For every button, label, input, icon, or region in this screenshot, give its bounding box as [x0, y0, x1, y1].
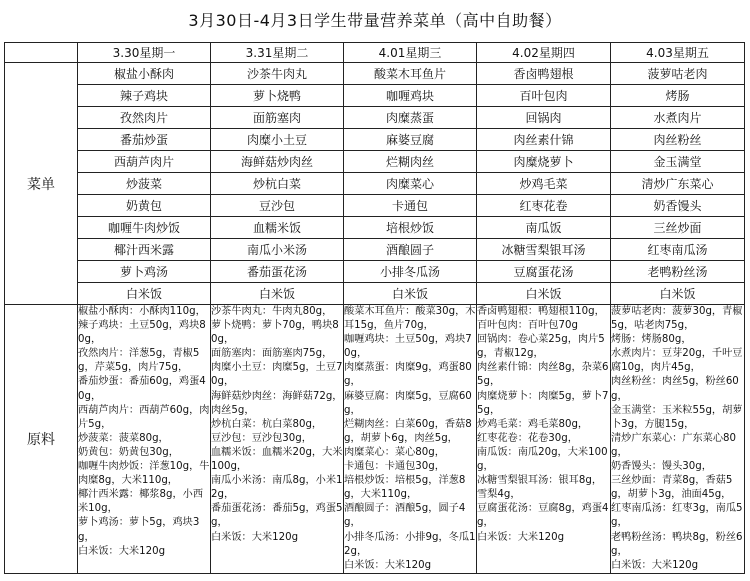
dish-cell: 肉丝粉丝 — [611, 129, 745, 151]
dish-cell: 三丝炒面 — [611, 217, 745, 239]
dish-cell: 红枣花卷 — [477, 195, 611, 217]
dish-row — [5, 195, 745, 217]
dish-cell: 沙茶牛肉丸 — [211, 63, 344, 85]
dish-cell: 椰汁西米露 — [78, 239, 211, 261]
dish-cell: 冰糖雪梨银耳汤 — [477, 239, 611, 261]
ingredient-line: 咖喱鸡块：土豆50g，鸡块70g， — [344, 334, 472, 360]
ingredient-line: 肉糜蒸蛋：肉糜9g，鸡蛋80g， — [344, 362, 472, 388]
dish-cell: 菠萝咕老肉 — [611, 63, 745, 85]
dish-row — [5, 239, 745, 261]
ingredient-line: 酒酿圆子：酒酿5g，圆子4g， — [344, 503, 466, 529]
ingredient-line: 辣子鸡块：土豆50g，鸡块80g， — [78, 320, 206, 346]
ingredient-line: 血糯米饭：血糯米20g，大米100g， — [211, 446, 343, 473]
dish-cell: 老鸭粉丝汤 — [611, 261, 745, 283]
ingredient-line: 肉丝素什锦：肉丝8g，杂菜65g， — [477, 362, 609, 388]
dish-row — [5, 283, 745, 305]
ingredient-line: 豆沙包：豆沙包30g， — [211, 432, 312, 444]
day-header: 4.03星期五 — [611, 43, 745, 63]
ingredient-line: 西葫芦肉片：西葫芦60g，肉片5g， — [78, 404, 210, 430]
dish-cell: 面筋塞肉 — [211, 107, 344, 129]
ingredient-line: 清炒广东菜心：广东菜心80g， — [611, 432, 737, 458]
dish-cell: 酒酿圆子 — [344, 239, 477, 261]
ingredient-line: 椰汁西米露：椰浆8g，小西米10g， — [78, 489, 204, 515]
ingredient-line: 白米饭：大米120g — [611, 559, 699, 571]
ingredient-line: 酸菜木耳鱼片：酸菜30g，木耳15g，鱼片70g， — [344, 306, 476, 332]
dish-cell: 清炒广东菜心 — [611, 173, 745, 195]
ingredient-line: 卡通包：卡通包30g， — [344, 461, 445, 473]
dish-cell: 白米饭 — [78, 283, 211, 305]
dish-cell: 卡通包 — [344, 195, 477, 217]
ingredient-line: 番茄炒蛋：番茄60g，鸡蛋40g， — [78, 376, 206, 402]
dish-cell: 血糯米饭 — [211, 217, 344, 239]
dish-cell: 肉糜小土豆 — [211, 129, 344, 151]
ingredient-line: 冰糖雪梨银耳汤：银耳8g，雪梨4g， — [477, 475, 603, 501]
ingredient-line: 百叶包肉：百叶包70g — [477, 320, 578, 332]
ingredient-line: 回锅肉：卷心菜25g，肉片5g，青椒12g， — [477, 334, 605, 360]
dish-cell: 炒杭白菜 — [211, 173, 344, 195]
dish-row — [5, 217, 745, 239]
dish-cell: 回锅肉 — [477, 107, 611, 129]
ingredient-line: 烂糊肉丝：白菜60g，香菇8g，胡萝卜6g，肉丝5g， — [344, 418, 472, 444]
dish-cell: 辣子鸡块 — [78, 85, 211, 107]
dish-cell: 肉丝素什锦 — [477, 129, 611, 151]
ingredient-line: 炒鸡毛菜：鸡毛菜80g， — [477, 418, 589, 430]
dish-cell: 培根炒饭 — [344, 217, 477, 239]
ingredient-line: 炒杭白菜：杭白菜80g， — [211, 418, 323, 430]
dish-cell: 百叶包肉 — [477, 85, 611, 107]
dish-cell: 豆沙包 — [211, 195, 344, 217]
dish-cell: 番茄炒蛋 — [78, 129, 211, 151]
dish-cell: 咖喱鸡块 — [344, 85, 477, 107]
ingredients-row — [5, 305, 745, 574]
ingredients-cell — [344, 305, 477, 574]
ingredient-line: 培根炒饭：培根5g，洋葱8g，大米110g， — [344, 475, 466, 501]
ingredient-line: 红枣花卷：花卷30g， — [477, 432, 578, 444]
ingredient-line: 奶香馒头：馒头30g， — [611, 461, 712, 473]
corner-cell — [5, 43, 78, 63]
day-header: 4.01星期三 — [344, 43, 477, 63]
ingredient-line: 白米饭：大米120g — [344, 559, 432, 571]
ingredient-line: 肉糜小土豆：肉糜5g，土豆70g， — [211, 362, 343, 388]
dish-cell: 肉糜菜心 — [344, 173, 477, 195]
dish-cell: 小排冬瓜汤 — [344, 261, 477, 283]
ingredient-line: 白米饭：大米120g — [477, 531, 565, 543]
dish-cell: 炒鸡毛菜 — [477, 173, 611, 195]
day-header: 3.31星期二 — [211, 43, 344, 63]
dish-cell: 烤肠 — [611, 85, 745, 107]
menu-table — [4, 42, 745, 574]
ingredients-cell — [78, 305, 211, 574]
ingredient-line: 咖喱牛肉炒饭：洋葱10g，牛肉糜8g，大米110g， — [78, 461, 210, 487]
ingredient-line: 白米饭：大米120g — [78, 545, 166, 557]
dish-cell: 白米饭 — [211, 283, 344, 305]
dish-row — [5, 63, 745, 85]
dish-cell: 奶香馒头 — [611, 195, 745, 217]
dish-row — [5, 173, 745, 195]
ingredient-line: 水煮肉片：豆芽20g，千叶豆腐10g，肉片45g， — [611, 348, 743, 374]
ingredient-line: 豆腐蛋花汤：豆腐8g，鸡蛋4g， — [477, 503, 609, 529]
dish-cell: 番茄蛋花汤 — [211, 261, 344, 283]
day-header: 4.02星期四 — [477, 43, 611, 63]
ingredient-line: 白米饭：大米120g — [211, 531, 299, 543]
dish-row — [5, 261, 745, 283]
ingredient-line: 萝卜烧鸭：萝卜70g，鸭块80g， — [211, 320, 339, 346]
ingredient-line: 菠萝咕老肉：菠萝30g，青椒5g，咕老肉75g， — [611, 306, 743, 332]
dish-cell: 孜然肉片 — [78, 107, 211, 129]
ingredient-line: 萝卜鸡汤：萝卜5g，鸡块3g， — [78, 517, 200, 543]
ingredient-line: 烤肠：烤肠80g， — [611, 334, 692, 346]
dish-cell: 红枣南瓜汤 — [611, 239, 745, 261]
dish-cell: 奶黄包 — [78, 195, 211, 217]
dish-cell: 白米饭 — [611, 283, 745, 305]
dish-cell: 麻婆豆腐 — [344, 129, 477, 151]
dish-cell: 金玉满堂 — [611, 151, 745, 173]
dish-row — [5, 107, 745, 129]
dish-cell: 南瓜饭 — [477, 217, 611, 239]
ingredient-line: 肉丝粉丝：肉丝5g，粉丝60g， — [611, 376, 739, 402]
page-title: 3月30日-4月3日学生带量营养菜单（高中自助餐） — [188, 11, 562, 30]
dish-cell: 南瓜小米汤 — [211, 239, 344, 261]
ingredient-line: 肉糜菜心：菜心80g， — [344, 446, 445, 458]
dish-cell: 香卤鸭翅根 — [477, 63, 611, 85]
header-row — [5, 43, 745, 63]
ingredient-line: 南瓜饭：南瓜20g，大米100g， — [477, 446, 608, 473]
ingredients-row-label: 原料 — [5, 305, 78, 574]
ingredient-line: 海鲜菇炒肉丝：海鲜菇72g，肉丝5g， — [211, 390, 343, 416]
ingredients-cell — [611, 305, 745, 574]
ingredient-line: 南瓜小米汤：南瓜8g，小米12g， — [211, 475, 343, 501]
dish-cell: 椒盐小酥肉 — [78, 63, 211, 85]
ingredient-line: 炒菠菜：菠菜80g， — [78, 432, 169, 444]
dish-cell: 海鲜菇炒肉丝 — [211, 151, 344, 173]
dish-cell: 咖喱牛肉炒饭 — [78, 217, 211, 239]
ingredients-cell — [477, 305, 611, 574]
dish-cell: 炒菠菜 — [78, 173, 211, 195]
ingredient-line: 红枣南瓜汤：红枣3g，南瓜5g， — [611, 503, 743, 529]
ingredient-line: 孜然肉片：洋葱5g，青椒5g，芹菜5g，肉片75g， — [78, 348, 200, 374]
ingredients-cell — [211, 305, 344, 574]
dish-row — [5, 85, 745, 107]
ingredient-line: 沙茶牛肉丸：牛肉丸80g， — [211, 306, 333, 317]
dish-cell: 酸菜木耳鱼片 — [344, 63, 477, 85]
dish-cell: 烂糊肉丝 — [344, 151, 477, 173]
dish-cell: 水煮肉片 — [611, 107, 745, 129]
day-header: 3.30星期一 — [78, 43, 211, 63]
ingredient-line: 老鸭粉丝汤：鸭块8g，粉丝6g， — [611, 531, 743, 557]
ingredient-line: 番茄蛋花汤：番茄5g，鸡蛋5g， — [211, 503, 343, 529]
dish-cell: 肉糜蒸蛋 — [344, 107, 477, 129]
dish-cell: 萝卜鸡汤 — [78, 261, 211, 283]
dish-cell: 白米饭 — [477, 283, 611, 305]
ingredient-line: 面筋塞肉：面筋塞肉75g， — [211, 348, 333, 360]
dish-cell: 西葫芦肉片 — [78, 151, 211, 173]
dish-row — [5, 151, 745, 173]
dish-cell: 肉糜烧萝卜 — [477, 151, 611, 173]
ingredient-line: 三丝炒面：青菜8g，香菇5g，胡萝卜3g，油面45g， — [611, 475, 733, 501]
dishes-row-label: 菜单 — [5, 63, 78, 305]
dish-cell: 白米饭 — [344, 283, 477, 305]
ingredient-line: 小排冬瓜汤：小排9g，冬瓜12g， — [344, 531, 476, 557]
ingredient-line: 奶黄包：奶黄包30g， — [78, 446, 179, 458]
dish-row — [5, 129, 745, 151]
ingredient-line: 椒盐小酥肉：小酥肉110g， — [78, 306, 206, 317]
ingredient-line: 肉糜烧萝卜：肉糜5g，萝卜75g， — [477, 390, 609, 416]
ingredient-line: 麻婆豆腐：肉糜5g，豆腐60g， — [344, 390, 472, 416]
ingredient-line: 金玉满堂：玉米粒55g，胡萝卜3g，方腿15g， — [611, 404, 743, 430]
dish-cell: 萝卜烧鸭 — [211, 85, 344, 107]
dish-cell: 豆腐蛋花汤 — [477, 261, 611, 283]
ingredient-line: 香卤鸭翅根：鸭翅根110g， — [477, 306, 605, 317]
